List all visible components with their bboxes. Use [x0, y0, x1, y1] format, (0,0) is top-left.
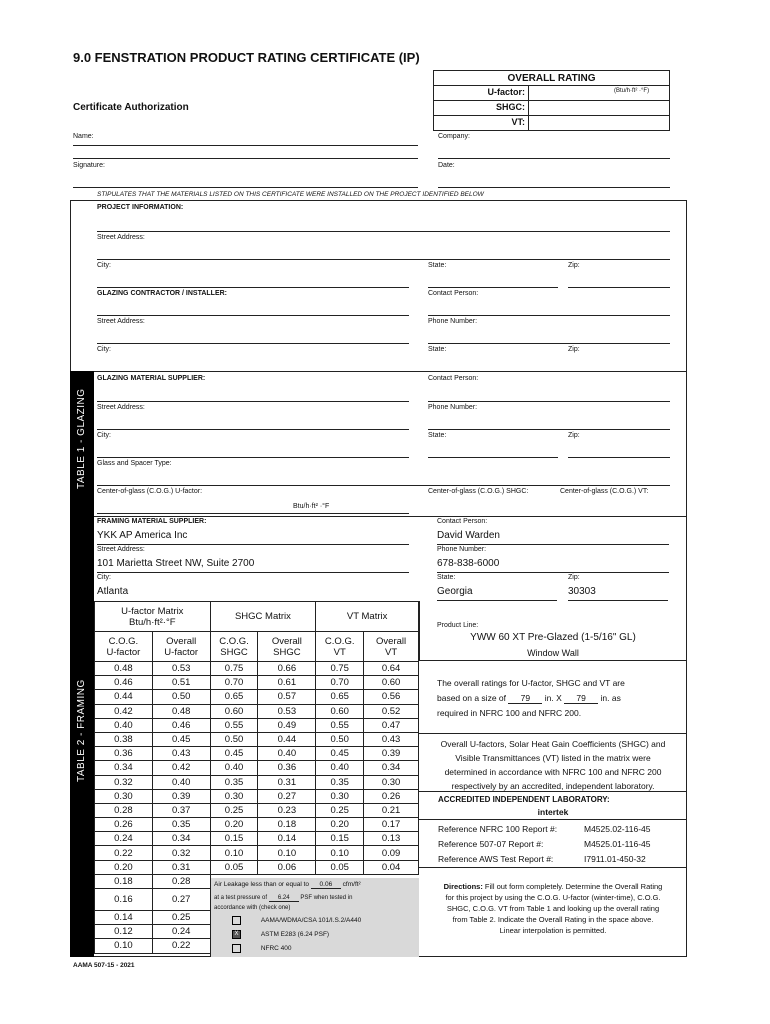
contractor-street-field[interactable] [97, 343, 409, 344]
state-field[interactable] [428, 287, 558, 288]
project-info-heading: PROJECT INFORMATION: [97, 204, 184, 211]
report-value-aws[interactable]: I7911.01-450-32 [584, 854, 646, 864]
air-pressure-value[interactable]: 6.24 [269, 895, 299, 902]
name-field[interactable] [73, 145, 418, 146]
table-row [95, 718, 419, 732]
framing-state-label: State: [437, 574, 456, 581]
framing-contact-value[interactable]: David Warden [437, 530, 500, 541]
glazing-city-field[interactable] [97, 457, 409, 458]
determined-text: Overall U-factors, Solar Heat Gain Coefficients (SHGC) and Visible Transmittances (VT) listed in the matrix were determined in accordance with NFRC 100 and NFRC 200 respectively by an accredited, independent laboratory. [440, 739, 666, 791]
overall-vt-cell: 0.17 [364, 818, 419, 832]
contractor-zip-label: Zip: [568, 346, 580, 353]
overall-ufactor-cell: 0.46 [152, 718, 210, 732]
cog-vt-cell: 0.05 [316, 860, 364, 874]
col-header: Overall SHGC [258, 632, 316, 662]
cog-vt-cell: 0.45 [316, 747, 364, 761]
cog-ufactor-cell: 0.46 [95, 676, 153, 690]
vt-label: VT: [511, 117, 525, 127]
check-option-nfrc400[interactable]: NFRC 400 [232, 944, 292, 953]
table-row [95, 747, 419, 761]
project-info-section [70, 200, 687, 372]
cog-shgc-cell: 0.10 [210, 846, 258, 860]
cog-shgc-cell: 0.50 [210, 732, 258, 746]
air-leakage-line-3: accordance with (check one) [214, 905, 291, 911]
table-row [95, 803, 419, 817]
overall-ufactor-cell: 0.43 [152, 747, 210, 761]
cog-vt-cell: 0.35 [316, 775, 364, 789]
shgc-matrix-header: SHGC Matrix [210, 602, 316, 632]
framing-street-label: Street Address: [97, 546, 145, 553]
directions-text: Directions: Fill out form completely. Determine the Overall Rating for this project by using the C.O.G. U-factor (winter-time), C.O.G. SHGC, C.O.G. VT from Table 1 and looking up the overall rating from Table 2. Indicate the Overall Rating in the space above. Linear interpolation is permitted. [443, 882, 663, 935]
glass-spacer-label: Glass and Spacer Type: [97, 460, 172, 467]
ufactor-field[interactable] [530, 87, 610, 100]
overall-rating-box [433, 70, 670, 131]
cog-ufactor-cell: 0.12 [95, 925, 153, 939]
shgc-label: SHGC: [496, 102, 525, 112]
zip-field[interactable] [568, 287, 670, 288]
cog-ufactor-cell: 0.42 [95, 704, 153, 718]
framing-city-value[interactable]: Atlanta [97, 586, 129, 597]
cog-ufactor-cell: 0.22 [95, 846, 153, 860]
cog-ufactor-cell: 0.40 [95, 718, 153, 732]
cog-ufactor-cell: 0.32 [95, 775, 153, 789]
overall-shgc-cell: 0.31 [258, 775, 316, 789]
overall-vt-cell: 0.56 [364, 690, 419, 704]
overall-rating-heading: OVERALL RATING [434, 71, 669, 86]
zip-label: Zip: [568, 262, 580, 269]
contractor-name-field[interactable] [97, 315, 409, 316]
report-value-nfrc100[interactable]: M4525.02-116-45 [584, 824, 651, 834]
glazing-state-label: State: [428, 432, 447, 439]
overall-ufactor-cell: 0.31 [152, 860, 210, 874]
footer-code: AAMA 507-15 - 2021 [73, 962, 135, 969]
signature-label: Signature: [73, 162, 105, 169]
overall-vt-cell: 0.09 [364, 846, 419, 860]
cog-shgc-cell: 0.75 [210, 662, 258, 676]
size-height[interactable]: 79 [564, 693, 598, 704]
glass-spacer-field[interactable] [97, 485, 670, 486]
check-option-aama[interactable]: AAMA/WDMA/CSA 101/I.S.2/A440 [232, 916, 361, 925]
overall-shgc-cell: 0.27 [258, 789, 316, 803]
cog-ufactor-cell: 0.34 [95, 761, 153, 775]
overall-vt-cell: 0.43 [364, 732, 419, 746]
overall-ufactor-cell: 0.25 [152, 911, 210, 925]
report-values [584, 822, 650, 867]
lab-label: ACCREDITED INDEPENDENT LABORATORY: [438, 795, 610, 804]
air-leakage-line-2: at a test pressure of 6.24 PSF when tested in [214, 895, 353, 901]
framing-street-value[interactable]: 101 Marietta Street NW, Suite 2700 [97, 558, 255, 569]
table-row [95, 860, 419, 874]
air-leakage-line-1: Air Leakage less than or equal to 0.06 cfm/ft² [214, 881, 361, 888]
overall-ufactor-cell: 0.51 [152, 676, 210, 690]
product-line-value[interactable]: YWW 60 XT Pre-Glazed (1-5/16" GL) [470, 632, 636, 643]
overall-shgc-cell: 0.44 [258, 732, 316, 746]
overall-ufactor-cell: 0.35 [152, 818, 210, 832]
glazing-zip-label: Zip: [568, 432, 580, 439]
cog-shgc-cell: 0.55 [210, 718, 258, 732]
table-row [95, 690, 419, 704]
table-row [95, 789, 419, 803]
company-field[interactable] [438, 158, 670, 159]
stipulates-text: STIPULATES THAT THE MATERIALS LISTED ON THIS CERTIFICATE WERE INSTALLED ON THE PROJECT IDENTIFIED BELOW [97, 191, 484, 198]
table-row [95, 704, 419, 718]
glazing-city-label: City: [97, 432, 111, 439]
cog-shgc-cell: 0.65 [210, 690, 258, 704]
cog-shgc-cell: 0.05 [210, 860, 258, 874]
overall-vt-cell: 0.26 [364, 789, 419, 803]
table-row [95, 732, 419, 746]
cog-ufactor-cell: 0.10 [95, 939, 153, 953]
table-row [95, 832, 419, 846]
glazing-supplier-heading: GLAZING MATERIAL SUPPLIER: [97, 375, 206, 382]
cog-vt-cell: 0.65 [316, 690, 364, 704]
cog-ufactor-cell: 0.28 [95, 803, 153, 817]
overall-ufactor-cell: 0.28 [152, 874, 210, 888]
overall-ufactor-cell: 0.45 [152, 732, 210, 746]
cog-ufactor-cell: 0.14 [95, 911, 153, 925]
cog-vt-cell: 0.75 [316, 662, 364, 676]
overall-ufactor-cell: 0.40 [152, 775, 210, 789]
cog-ufactor-field[interactable] [97, 513, 409, 514]
table2-side-label: TABLE 2 - FRAMING [70, 516, 94, 957]
overall-shgc-cell: 0.06 [258, 860, 316, 874]
cog-ufactor-cell: 0.36 [95, 747, 153, 761]
cog-vt-cell: 0.60 [316, 704, 364, 718]
overall-ufactor-cell: 0.42 [152, 761, 210, 775]
cog-shgc-cell: 0.20 [210, 818, 258, 832]
checkbox-aama[interactable] [232, 916, 241, 925]
overall-ufactor-cell: 0.39 [152, 789, 210, 803]
overall-shgc-cell: 0.66 [258, 662, 316, 676]
overall-vt-cell: 0.04 [364, 860, 419, 874]
cog-shgc-label: Center-of-glass (C.O.G.) SHGC: [428, 488, 529, 495]
overall-vt-cell: 0.60 [364, 676, 419, 690]
glazing-phone-field[interactable] [428, 429, 670, 430]
product-line-value-2[interactable]: Window Wall [527, 648, 579, 658]
overall-vt-cell: 0.30 [364, 775, 419, 789]
col-header: Overall U-factor [152, 632, 210, 662]
cog-vt-cell: 0.30 [316, 789, 364, 803]
contractor-street-label: Street Address: [97, 318, 145, 325]
cog-vt-cell: 0.40 [316, 761, 364, 775]
overall-ufactor-cell: 0.32 [152, 846, 210, 860]
cog-ufactor-cell: 0.24 [95, 832, 153, 846]
report-value-507[interactable]: M4525.01-116-45 [584, 839, 651, 849]
shgc-field[interactable] [530, 102, 665, 115]
cog-vt-cell: 0.50 [316, 732, 364, 746]
page-title: 9.0 FENSTRATION PRODUCT RATING CERTIFICATE (IP) [73, 50, 420, 65]
city-field[interactable] [97, 287, 409, 288]
ufactor-unit: (Btu/h·ft² ·°F) [614, 88, 650, 94]
col-header: C.O.G. VT [316, 632, 364, 662]
framing-phone-value[interactable]: 678-838-6000 [437, 558, 500, 569]
overall-shgc-cell: 0.53 [258, 704, 316, 718]
table-row [95, 818, 419, 832]
ratings-text-1: The overall ratings for U-factor, SHGC and VT are [437, 678, 625, 688]
overall-vt-cell: 0.13 [364, 832, 419, 846]
cog-shgc-cell: 0.40 [210, 761, 258, 775]
city-label: City: [97, 262, 111, 269]
overall-vt-cell: 0.39 [364, 747, 419, 761]
report-label-aws: Reference AWS Test Report #: [438, 854, 554, 864]
col-header: C.O.G. SHGC [210, 632, 258, 662]
overall-vt-cell: 0.34 [364, 761, 419, 775]
cog-unit: Btu/h·ft² ·°F [293, 503, 330, 510]
contractor-state-label: State: [428, 346, 447, 353]
glazing-contractor-heading: GLAZING CONTRACTOR / INSTALLER: [97, 290, 228, 297]
framing-phone-label: Phone Number: [437, 546, 487, 553]
overall-shgc-cell: 0.57 [258, 690, 316, 704]
cog-vt-cell: 0.55 [316, 718, 364, 732]
cog-shgc-cell: 0.15 [210, 832, 258, 846]
certificate-authorization-heading: Certificate Authorization [73, 102, 189, 113]
table-row [95, 676, 419, 690]
cog-vt-cell: 0.25 [316, 803, 364, 817]
framing-city-label: City: [97, 574, 111, 581]
table1-glazing-section [70, 371, 687, 517]
overall-ufactor-cell: 0.37 [152, 803, 210, 817]
signature-field[interactable] [73, 187, 418, 188]
overall-shgc-cell: 0.10 [258, 846, 316, 860]
vt-field[interactable] [530, 117, 665, 130]
vt-matrix-header: VT Matrix [316, 602, 419, 632]
cog-ufactor-cell: 0.20 [95, 860, 153, 874]
size-width[interactable]: 79 [508, 693, 542, 704]
overall-ufactor-cell: 0.50 [152, 690, 210, 704]
cog-ufactor-cell: 0.16 [95, 889, 153, 911]
table1-side-label: TABLE 1 - GLAZING [70, 371, 94, 517]
table-row [95, 662, 419, 676]
contractor-phone-label: Phone Number: [428, 318, 478, 325]
overall-shgc-cell: 0.40 [258, 747, 316, 761]
contractor-contact-field[interactable] [428, 315, 670, 316]
glazing-street-label: Street Address: [97, 404, 145, 411]
table-row [95, 775, 419, 789]
contractor-city-label: City: [97, 346, 111, 353]
project-name-field[interactable] [97, 231, 670, 232]
air-leakage-value[interactable]: 0.06 [311, 881, 341, 889]
report-label-nfrc100: Reference NFRC 100 Report #: [438, 824, 558, 834]
name-label: Name: [73, 133, 94, 140]
ufactor-label: U-factor: [487, 87, 525, 97]
overall-shgc-cell: 0.23 [258, 803, 316, 817]
overall-shgc-cell: 0.14 [258, 832, 316, 846]
overall-vt-cell: 0.21 [364, 803, 419, 817]
overall-vt-cell: 0.52 [364, 704, 419, 718]
glazing-contact-field[interactable] [428, 401, 670, 402]
overall-ufactor-cell: 0.34 [152, 832, 210, 846]
cog-vt-cell: 0.15 [316, 832, 364, 846]
overall-ufactor-cell: 0.24 [152, 925, 210, 939]
report-labels [438, 822, 557, 867]
ratings-text-3: required in NFRC 100 and NFRC 200. [437, 708, 582, 718]
framing-zip-label: Zip: [568, 574, 580, 581]
report-label-507: Reference 507-07 Report #: [438, 839, 544, 849]
cog-ufactor-cell: 0.44 [95, 690, 153, 704]
cog-shgc-cell: 0.45 [210, 747, 258, 761]
glazing-street-field[interactable] [97, 429, 409, 430]
checkbox-nfrc400[interactable] [232, 944, 241, 953]
framing-contact-label: Contact Person: [437, 518, 488, 525]
overall-shgc-cell: 0.18 [258, 818, 316, 832]
overall-shgc-cell: 0.49 [258, 718, 316, 732]
table-row [95, 846, 419, 860]
col-header: C.O.G. U-factor [95, 632, 153, 662]
overall-vt-cell: 0.47 [364, 718, 419, 732]
overall-vt-cell: 0.64 [364, 662, 419, 676]
glazing-phone-label: Phone Number: [428, 404, 478, 411]
check-option-astm[interactable]: X ASTM E283 (6.24 PSF) [232, 930, 329, 939]
framing-zip-value[interactable]: 30303 [568, 586, 596, 597]
col-header: Overall VT [364, 632, 419, 662]
cog-shgc-cell: 0.70 [210, 676, 258, 690]
glazing-contact-label: Contact Person: [428, 375, 479, 382]
overall-ufactor-cell: 0.22 [152, 939, 210, 953]
contractor-contact-label: Contact Person: [428, 290, 479, 297]
framing-supplier-value[interactable]: YKK AP America Inc [97, 530, 188, 541]
glazing-supplier-field[interactable] [97, 401, 409, 402]
date-field[interactable] [438, 187, 670, 188]
street-label: Street Address: [97, 234, 145, 241]
glazing-state-field[interactable] [428, 457, 558, 458]
cog-vt-cell: 0.10 [316, 846, 364, 860]
company-label: Company: [438, 133, 470, 140]
cog-shgc-cell: 0.25 [210, 803, 258, 817]
overall-shgc-cell: 0.36 [258, 761, 316, 775]
cog-ufactor-cell: 0.30 [95, 789, 153, 803]
overall-ufactor-cell: 0.53 [152, 662, 210, 676]
overall-shgc-cell: 0.61 [258, 676, 316, 690]
street-field[interactable] [97, 259, 670, 260]
checkbox-astm-checked[interactable]: X [232, 930, 241, 939]
cog-shgc-cell: 0.60 [210, 704, 258, 718]
cog-ufactor-cell: 0.38 [95, 732, 153, 746]
cog-vt-cell: 0.70 [316, 676, 364, 690]
cog-ufactor-cell: 0.26 [95, 818, 153, 832]
table-row [95, 761, 419, 775]
date-label: Date: [438, 162, 455, 169]
cog-shgc-cell: 0.30 [210, 789, 258, 803]
cog-vt-label: Center-of-glass (C.O.G.) VT: [560, 488, 649, 495]
cog-ufactor-label: Center-of-glass (C.O.G.) U-factor: [97, 488, 203, 495]
cog-vt-cell: 0.20 [316, 818, 364, 832]
glazing-zip-field[interactable] [568, 457, 670, 458]
cog-ufactor-cell: 0.18 [95, 874, 153, 888]
contractor-phone-field[interactable] [428, 343, 670, 344]
lab-value[interactable]: intertek [537, 807, 569, 817]
framing-supplier-label: FRAMING MATERIAL SUPPLIER: [97, 518, 207, 525]
state-label: State: [428, 262, 447, 269]
cog-ufactor-cell: 0.48 [95, 662, 153, 676]
ufactor-matrix-header: U-factor Matrix Btu/h·ft²·°F [95, 602, 211, 632]
cog-shgc-cell: 0.35 [210, 775, 258, 789]
overall-ufactor-cell: 0.48 [152, 704, 210, 718]
overall-ufactor-cell: 0.27 [152, 889, 210, 911]
product-line-label: Product Line: [437, 622, 479, 629]
framing-state-value[interactable]: Georgia [437, 586, 473, 597]
ratings-text-2: based on a size of 79 in. X 79 in. as [437, 693, 621, 703]
